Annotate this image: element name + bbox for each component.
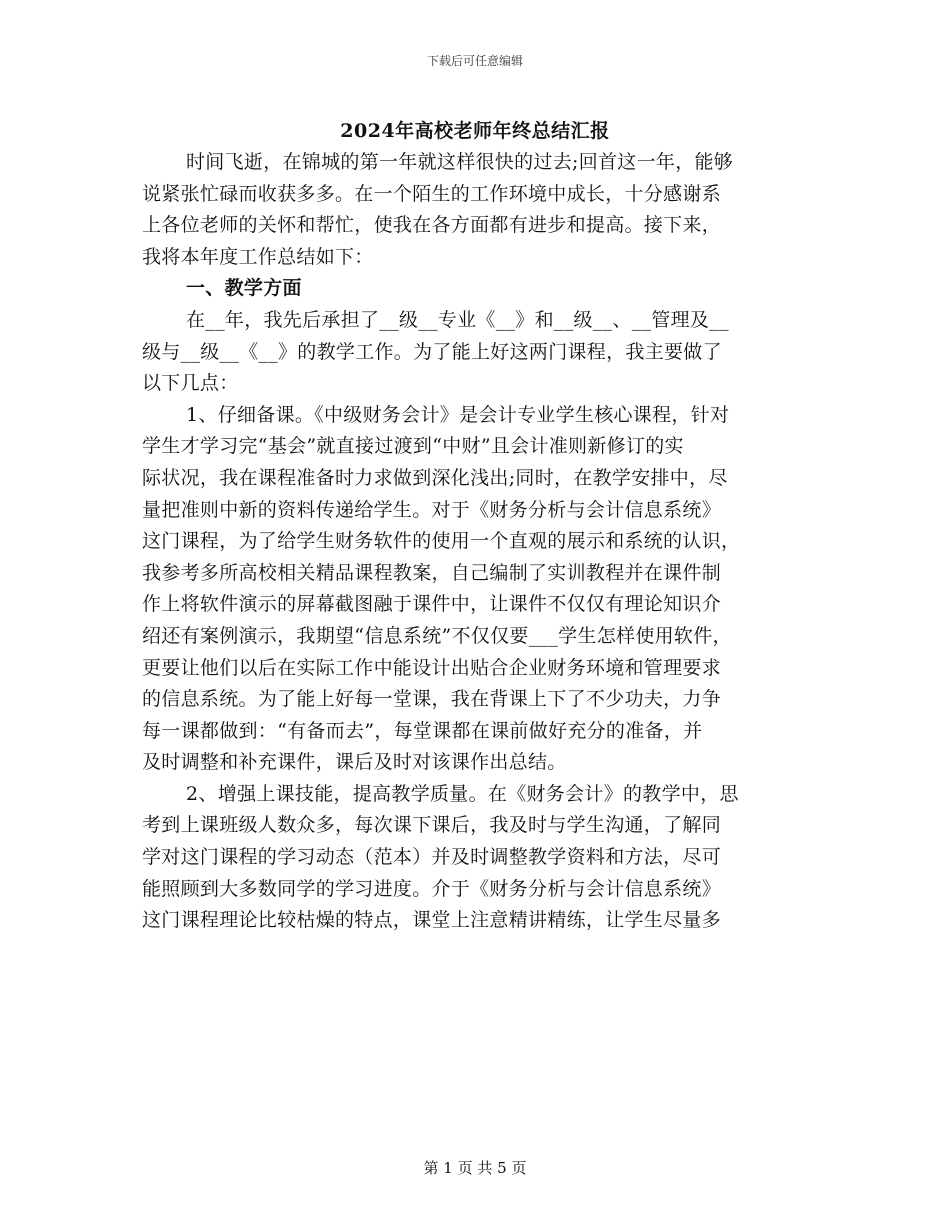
- page-number-indicator: 第 1 页 共 5 页: [423, 1159, 527, 1177]
- paragraph-line: 每一课都做到：“有备而去”，每堂课都在课前做好充分的准备，并: [142, 719, 703, 742]
- paragraph-line: 说紧张忙碌而收获多多。在一个陌生的工作环境中成长，十分感谢系: [142, 182, 722, 205]
- paragraph-line: 上各位老师的关怀和帮忙，使我在各方面都有进步和提高。接下来，: [142, 214, 722, 237]
- paragraph-line: 以下几点：: [142, 372, 239, 395]
- paragraph-line: 能照顾到大多数同学的学习进度。介于《财务分析与会计信息系统》: [142, 877, 722, 900]
- paragraph-line: 在__年，我先后承担了__级__专业《__》和__级__、__管理及__: [186, 308, 729, 331]
- paragraph-line: 2、增强上课技能，提高教学质量。在《财务会计》的教学中，思: [186, 782, 739, 805]
- paragraph-line: 这门课程理论比较枯燥的特点，课堂上注意精讲精练，让学生尽量多: [142, 909, 722, 932]
- paragraph-line: 级与__级__《__》的教学工作。为了能上好这两门课程，我主要做了: [142, 340, 722, 363]
- paragraph-line: 际状况，我在课程准备时力求做到深化浅出;同时，在教学安排中，尽: [142, 466, 728, 489]
- paragraph-line: 量把准则中新的资料传递给学生。对于《财务分析与会计信息系统》: [142, 498, 722, 521]
- paragraph-line: 这门课程，为了给学生财务软件的使用一个直观的展示和系统的认识，: [142, 530, 741, 553]
- paragraph-line: 作上将软件演示的屏幕截图融于课件中，让课件不仅仅有理论知识介: [142, 593, 722, 616]
- paragraph-line: 绍还有案例演示，我期望“信息系统”不仅仅要___学生怎样使用软件，: [142, 624, 732, 647]
- document-body: [142, 147, 832, 937]
- paragraph-line: 我将本年度工作总结如下：: [142, 245, 374, 268]
- paragraph-line: 更要让他们以后在实际工作中能设计出贴合企业财务环境和管理要求: [142, 656, 722, 679]
- paragraph-line: 及时调整和补充课件，课后及时对该课作出总结。: [142, 751, 567, 774]
- paragraph-line: 考到上课班级人数众多，每次课下课后，我及时与学生沟通，了解同: [142, 814, 722, 837]
- paragraph-line: 学生才学习完“基会”就直接过渡到“中财”且会计准则新修订的实: [142, 435, 684, 458]
- page-header-note: 下载后可任意编辑: [426, 54, 523, 68]
- paragraph-line: 1、仔细备课。《中级财务会计》是会计专业学生核心课程，针对: [186, 403, 730, 426]
- paragraph-line: 我参考多所高校相关精品课程教案，自己编制了实训教程并在课件制: [142, 561, 722, 584]
- paragraph-line: 学对这门课程的学习动态（范本）并及时调整教学资料和方法，尽可: [142, 846, 722, 869]
- document-title: 2024年高校老师年终总结汇报: [340, 120, 610, 142]
- paragraph-line: 时间飞逝，在锦城的第一年就这样很快的过去;回首这一年，能够: [186, 151, 734, 173]
- section-heading: 一、教学方面: [186, 277, 302, 300]
- paragraph-line: 的信息系统。为了能上好每一堂课，我在背课上下了不少功夫，力争: [142, 688, 722, 711]
